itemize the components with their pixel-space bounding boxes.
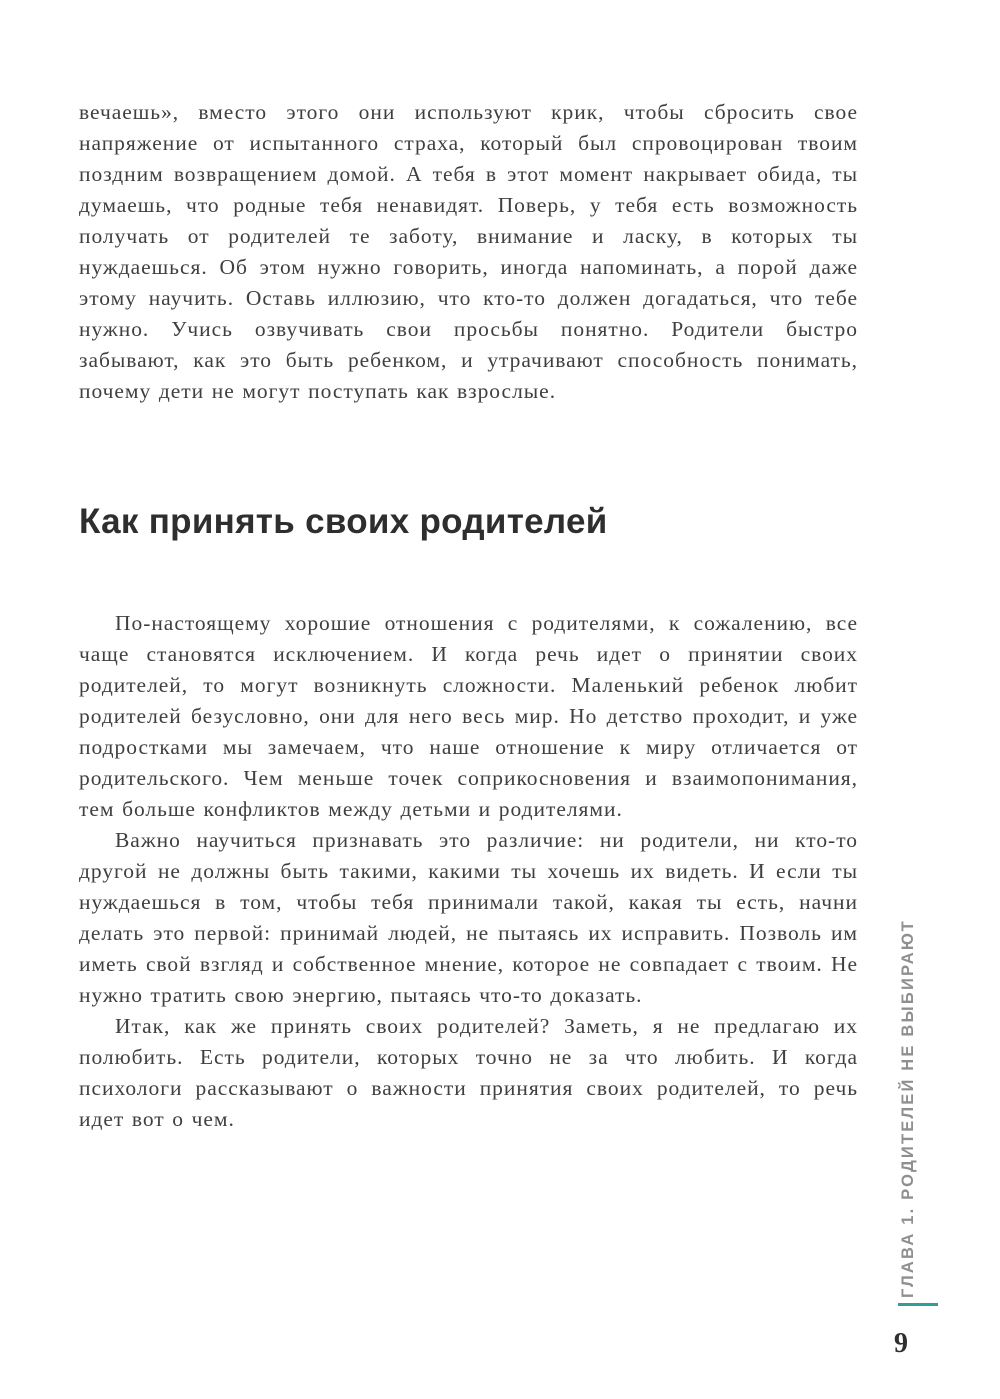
text-block <box>79 97 858 1135</box>
footer-accent-rule <box>898 1303 938 1306</box>
chapter-running-head: ГЛАВА 1. РОДИТЕЛЕЙ НЕ ВЫБИРАЮТ <box>899 919 917 1298</box>
body-paragraph: По-настоящему хорошие отношения с родителями, к сожалению, все чаще становятся исключением. И когда речь идет о принятии своих родителей, то могут возникнуть сложности. Маленький ребенок любит родителей безусловно, они для него весь мир. Но детство проходит, и уже подростками мы замечаем, что наше отношение к миру отличается от родительского. Чем меньше точек соприкосновения и взаимопонимания, тем больше конфликтов между детьми и родителями. <box>79 611 858 821</box>
body-paragraph-continued: вечаешь», вместо этого они используют крик, чтобы сбросить свое напряжение от испытанного страха, который был спровоцирован твоим поздним возвращением домой. А тебя в этот момент накрывает обида, ты думаешь, что родные тебя ненавидят. Поверь, у тебя есть возможность получать от родителей те заботу, внимание и ласку, в которых ты нуждаешься. Об этом нужно говорить, иногда напоминать, а порой даже этому научить. Оставь иллюзию, что кто-то должен догадаться, что тебе нужно. Учись озвучивать свои просьбы понятно. Родители быстро забывают, как это быть ребенком, и утрачивают способность понимать, почему дети не могут поступать как взрослые. <box>79 100 858 403</box>
section-heading: Как принять своих родителей <box>79 502 608 541</box>
body-paragraph: Итак, как же принять своих родителей? Заметь, я не предлагаю их полюбить. Есть родители, которых точно не за что любить. И когда психологи рассказывают о важности принятия своих родителей, то речь идет вот о чем. <box>79 1014 858 1131</box>
page-number: 9 <box>894 1328 908 1359</box>
body-paragraph: Важно научиться признавать это различие: ни родители, ни кто-то другой не должны быть такими, какими ты хочешь их видеть. И если ты нуждаешься в том, чтобы тебя принимали такой, какая ты есть, начни делать это первой: принимай людей, не пытаясь их исправить. Позволь им иметь свой взгляд и собственное мнение, которое не совпадает с твоим. Не нужно тратить свою энергию, пытаясь что-то доказать. <box>79 828 858 1007</box>
